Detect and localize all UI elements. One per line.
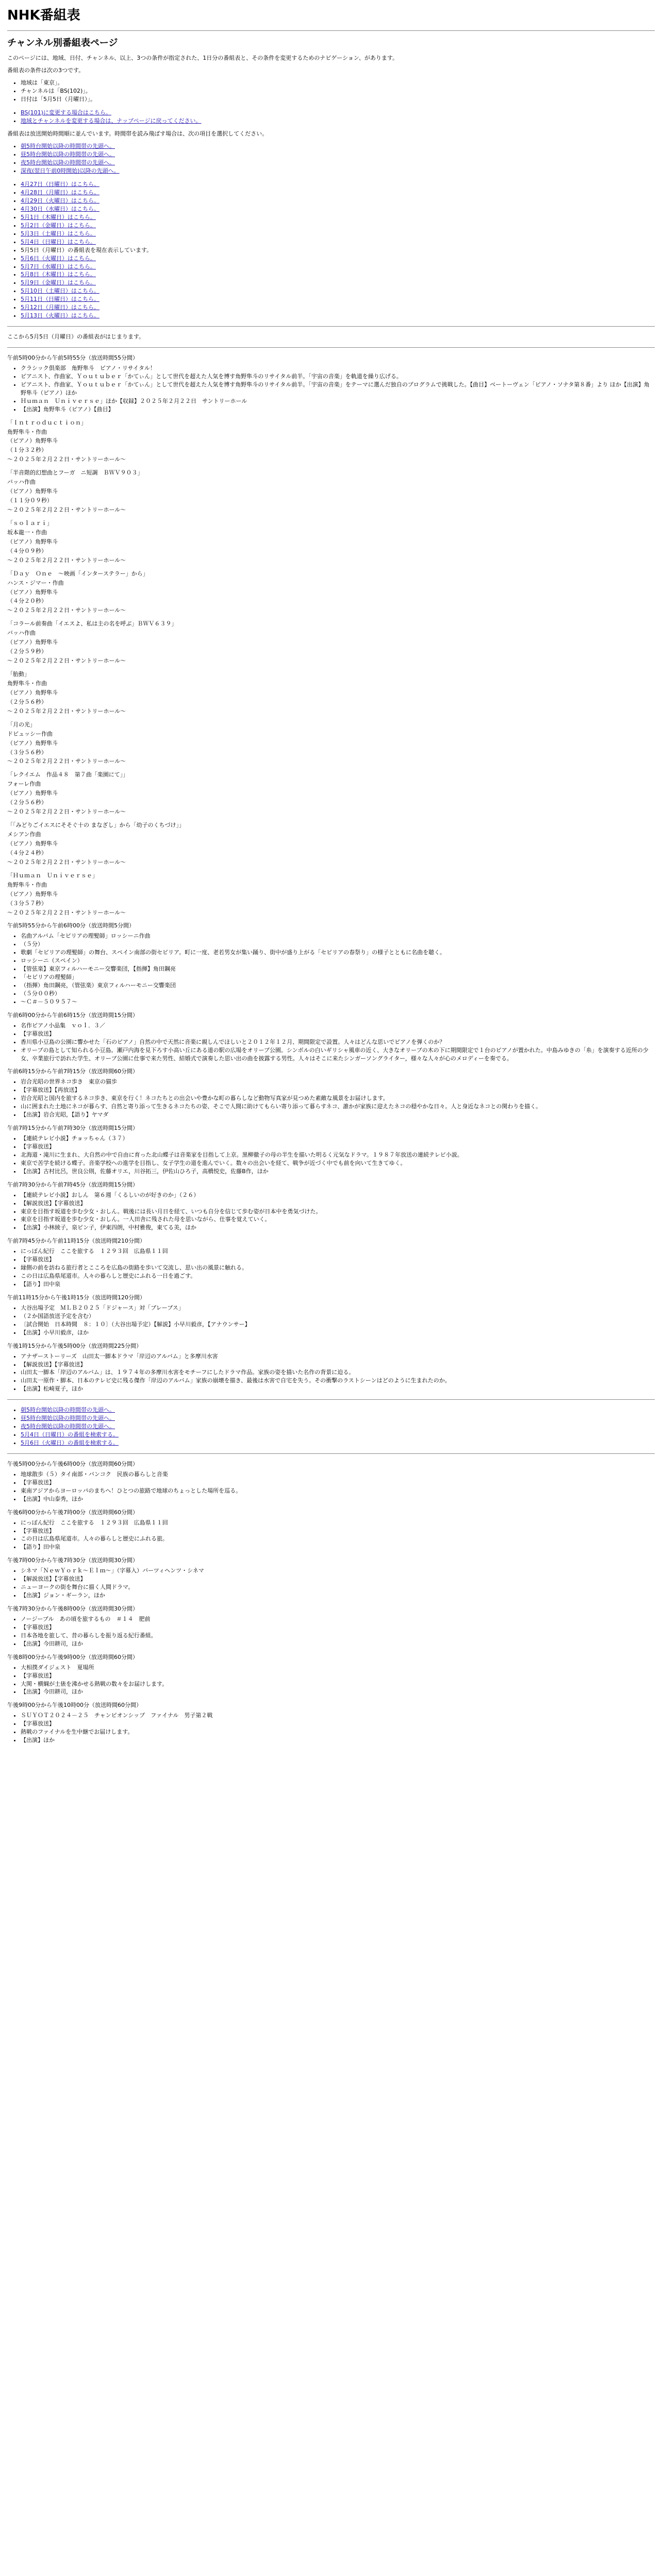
program-detail: • 【語り】田中泉: [21, 1543, 655, 1551]
program-detail: • ピアニスト、作曲家、Ｙｏｕｔｕｂｅｒ「かてぃん」として世代を超えた人気を博す角野隼斗のリサイタル前半。「宇宙の音楽」を軌道を繰り広げる。: [21, 372, 655, 381]
piece-line: （ピアノ）角野隼斗: [7, 689, 58, 696]
program-detail: • 【出演】今田耕司，ほか: [21, 1640, 655, 1648]
program-slot: [7, 1342, 655, 1394]
piece-line: （１分３２秒）: [7, 447, 47, 454]
piece-line: 「Ｉｎｔｒｏｄｕｃｔｉｏｎ」: [7, 419, 87, 426]
program-detail: • シネマ「ＮｅｗＹｏｒｋ～Ｅｌｍ～」（字幕入）バーツィヘンツ・シネマ: [21, 1567, 655, 1575]
piece-line: （２分５６秒）: [7, 698, 47, 705]
program-detail: • ピアニスト、作曲家、Ｙｏｕｔｕｂｅｒ「かてぃん」として世代を超えた人気を博す角野隼斗のリサイタル前半。「宇宙の音楽」をテーマに選んだ独自のプログラムで挑戦した。【曲目】ベートーヴェン「ピアノ・ソナタ第８番」より ほか【出演】角野隼斗（ピアノ）ほか: [21, 381, 655, 397]
program-detail: • 東京を目指す坂道を歩む少女・おしん。戦後には長い月日を経て、いつも自分を信じて歩む姿が日本中を勇気づけた。: [21, 1208, 655, 1216]
date-link[interactable]: 5月4日（日曜日）はこちら。: [21, 238, 96, 245]
program-detail: • （５分００秒）: [21, 990, 655, 998]
listing-intro: ここから5月5日（月曜日）の番組表がはじまります。: [7, 333, 145, 341]
piece-line: （ピアノ）角野隼斗: [7, 538, 58, 545]
program-time: 午後1時15分から午後5時00分（放送時間225分間）: [7, 1342, 142, 1349]
program-slot: [7, 1460, 655, 1503]
program-details: [7, 1567, 655, 1600]
piece-line: （ピアノ）角野隼斗: [7, 840, 58, 847]
piece-line: バッハ作曲: [7, 630, 36, 637]
program-detail: • 【解説放送】【字幕放送】: [21, 1361, 655, 1369]
date-link[interactable]: 5月9日（金曜日）はこちら。: [21, 279, 96, 286]
program-details: [7, 1078, 655, 1119]
program-detail: • 【字幕放送】: [21, 1256, 655, 1264]
program-detail: • 大相撲ダイジェスト 夏場所: [21, 1664, 655, 1672]
program-detail: • 【字幕放送】: [21, 1720, 655, 1728]
program-detail: • 【字幕放送】【再放送】: [21, 1086, 655, 1094]
program-detail: • 【出演】松崎夏子，ほか: [21, 1385, 655, 1393]
piece-line: （１１分０９秒）: [7, 497, 53, 504]
program-details: [7, 364, 655, 414]
program-detail: • 【字幕放送】: [21, 1672, 655, 1680]
time-nav: [7, 142, 655, 175]
divider: [7, 30, 655, 31]
piece-line: ～２０２５年２月２２日・サントリーホール～: [7, 707, 126, 715]
program-detail: • 【出演】ジョン・ギーラン，ほか: [21, 1591, 655, 1600]
piece-line: （ピアノ）角野隼斗: [7, 588, 58, 596]
piece-line: 「半音階的幻想曲とフーガ ニ短調 ＢＷＶ９０３」: [7, 469, 143, 477]
program-detail: • 【解説放送】【字幕放送】: [21, 1199, 655, 1208]
date-link[interactable]: 5月3日（土曜日）はこちら。: [21, 230, 96, 237]
program-slot: [7, 1237, 655, 1289]
piece-line: （ピアノ）角野隼斗: [7, 437, 58, 445]
piece-line: 坂本龍一・作曲: [7, 529, 47, 536]
date-link[interactable]: 5月13日（火曜日）はこちら。: [21, 312, 100, 319]
program-details: [7, 1352, 655, 1394]
program-details: [7, 1191, 655, 1232]
conditions-heading: 番組表の条件は次の3つです。: [7, 66, 85, 74]
date-link[interactable]: 5月1日（木曜日）はこちら。: [21, 213, 96, 221]
program-detail: • オリーブの島として知られる小豆島。瀬戸内海を見下ろす小高い丘にある道の駅の広場をオリーブ公園。シンボルの白いギリシャ風車の近く、大きなオリーブの木の下に期間限定で１台のピアノが置かれた。中島みゆきの「糸」を演奏する近所の少女、卒業旅行で訪れた学生、オリーブ公園に仕事で来た男性、結婚式で演奏した思い出の曲を披露する男性。人々はそこに来たシンガーソングライター，様々な人々が心のメロディーを奏でる。: [21, 1046, 655, 1063]
time-nav-bottom: [7, 1406, 655, 1447]
piece-line: （３分５７秒）: [7, 900, 47, 907]
piece-entry: [7, 419, 655, 464]
piece-line: ～２０２５年２月２２日・サントリーホール～: [7, 456, 126, 463]
program-detail: • 【出演】小林綾子，泉ピン子，伊東四朗，中村雅俊，東てる美，ほか: [21, 1224, 655, 1232]
piece-entry: [7, 519, 655, 565]
date-current: • 5月5日（月曜日）の番組表を現在表示しています。: [21, 246, 655, 255]
date-link[interactable]: 4月27日（日曜日）はこちら。: [21, 181, 100, 188]
program-detail: • 岩合光昭と国内を旅するネコ歩き、東京を行く！ネコたちとの出会いや豊かな町の暮らしなど動物写真家が見つめた素敵な風景をお届けします。: [21, 1094, 655, 1103]
program-slot: [7, 1605, 655, 1648]
program-detail: • 熱戦のファイナルを生中継でお届けします。: [21, 1728, 655, 1736]
program-detail: • 【管弦楽】東京フィルハーモニー交響楽団，【指揮】角田鋼亮: [21, 965, 655, 973]
program-detail: • 歌劇「セビリアの理髪師」の舞台、スペイン南部の街セビリア。町に一度、老若男女が集い踊り、街中が盛り上がる「セビリアの春祭り」の様子とともに名曲を聴く。: [21, 948, 655, 957]
program-details: [7, 1247, 655, 1289]
program-slot: [7, 1556, 655, 1600]
piece-line: ～２０２５年２月２２日・サントリーホール～: [7, 506, 126, 514]
program-detail: • にっぽん紀行 ここを旅する １２９３回 広島県１１回: [21, 1247, 655, 1256]
time-link-midnight[interactable]: 深夜(翌日午前0時開始)以降の先頭へ。: [21, 167, 120, 175]
program-detail: • 【出演】中山泰秀，ほか: [21, 1495, 655, 1503]
program-detail: • 【語り】田中泉: [21, 1280, 655, 1289]
piece-entry: [7, 670, 655, 716]
program-time: 午後5時00分から午後6時00分（放送時間60分間）: [7, 1460, 138, 1467]
program-detail: • 【出演】ほか: [21, 1736, 655, 1744]
program-detail: • 東京を目指す坂道を歩む少女・おしん。一人田舎に残された母を思いながら、仕事を覚えていく。: [21, 1215, 655, 1224]
program-slot: [7, 1181, 655, 1232]
piece-line: （２分５９秒）: [7, 648, 47, 655]
program-detail: • 【出演】古村比呂，世良公則，佐藤オリエ，川谷拓三，伊佐山ひろ子，高橋悦史，佐藤B作，ほか: [21, 1167, 655, 1176]
program-details: [7, 1519, 655, 1552]
program-details: [7, 1664, 655, 1697]
piece-line: 角野隼斗・作曲: [7, 881, 47, 888]
program-detail: • 「セビリアの理髪師」: [21, 973, 655, 981]
program-slot: [7, 354, 655, 917]
date-link[interactable]: 4月30日（水曜日）はこちら。: [21, 205, 100, 212]
piece-entry: [7, 872, 655, 917]
next-day-link[interactable]: 5月6日（火曜日）の番組を検索する。: [21, 1439, 119, 1447]
program-time: 午前7時15分から午前7時30分（放送時間15分間）: [7, 1125, 138, 1132]
program-detail: • 大関・横綱が土俵を沸かせる熱戦の数々をお届けします。: [21, 1680, 655, 1688]
program-detail: • （２か国語放送予定を含む）: [21, 1312, 655, 1320]
condition-item: • 日付は「5月5日（月曜日）」。: [21, 95, 655, 104]
program-detail: • Ｈｕｍａｎ Ｕｎｉｖｅｒｓｅ」ほか【収録】２０２５年２月２２日 サントリーホール: [21, 397, 655, 405]
piece-line: （２分５６秒）: [7, 799, 47, 806]
divider: [7, 326, 655, 327]
piece-line: 「Ｄａｙ Ｏｎｅ ～映画「インターステラー」から」: [7, 570, 148, 577]
date-link[interactable]: 4月28日（月曜日）はこちら。: [21, 189, 100, 196]
piece-line: 「ｓｏｌａｒｉ」: [7, 519, 53, 527]
piece-line: 角野隼斗・作曲: [7, 428, 47, 435]
program-detail: • 岩合光昭の世界ネコ歩き 東京の猫歩: [21, 1078, 655, 1086]
program-detail: • 山に囲まれた土地にネコが暮らす、自然と寄り添って生きるネコたちの姿、そこで人間に助けてもらい寄り添って暮らすネコ、誰かが家族に迎えたネコの穏やかな日々。人と身近なネコとの関わりを描く。: [21, 1103, 655, 1111]
program-slot: [7, 1124, 655, 1176]
date-link[interactable]: 5月6日（火曜日）はこちら。: [21, 255, 96, 262]
program-detail: • 名作ピアノ小品集 ｖｏｌ．３／: [21, 1022, 655, 1030]
piece-line: （３分５６秒）: [7, 749, 47, 756]
program-detail: • 【出演】今田耕司，ほか: [21, 1688, 655, 1696]
piece-line: 「胎動」: [7, 671, 30, 678]
program-details: [7, 932, 655, 1006]
time-link-morning[interactable]: 朝5時台開始以降の時間帯の先頭へ。: [21, 1406, 115, 1414]
time-link-evening[interactable]: 夜5時台開始以降の時間帯の先頭へ。: [21, 159, 115, 166]
date-link[interactable]: 5月12日（月曜日）はこちら。: [21, 304, 100, 311]
piece-line: 「Ｈｕｍａｎ Ｕｎｉｖｅｒｓｅ」: [7, 872, 98, 879]
piece-line: ハンス・ジマー・作曲: [7, 579, 64, 586]
program-time: 午後7時30分から午後8時00分（放送時間30分間）: [7, 1605, 138, 1613]
piece-line: 「「みどりごイエスにそそぐ十の まなざし」から「幼子のくちづけ」」: [7, 822, 185, 829]
time-nav-intro: 番組表は放送開始時間順に並んでいます。時間帯を読み飛ばす場合は、次の項目を選択してください。: [7, 130, 268, 138]
program-detail: • （５分）: [21, 940, 655, 948]
piece-line: （４分０９秒）: [7, 547, 47, 554]
piece-line: （ピアノ）角野隼斗: [7, 739, 58, 747]
piece-line: （４分２０秒）: [7, 598, 47, 605]
date-link[interactable]: 5月8日（木曜日）はこちら。: [21, 271, 96, 278]
program-detail: • 【字幕放送】: [21, 1527, 655, 1535]
program-detail: • ロッシーニ（スペイン）: [21, 957, 655, 965]
piece-line: （ピアノ）角野隼斗: [7, 488, 58, 495]
time-link-evening[interactable]: 夜5時台開始以降の時間帯の先頭へ。: [21, 1423, 115, 1430]
date-nav: [7, 180, 655, 320]
program-detail: • 〔試合開始 日本時間 ８：１０〕（大谷出場予定）【解説】小早川毅彦，【アナウンサー】: [21, 1320, 655, 1329]
program-detail: • ノージーブル あの頃を旅するもの ＃１４ 肥前: [21, 1615, 655, 1623]
page-title: チャンネル別番組表ページ: [7, 37, 118, 48]
time-link-noon[interactable]: 昼5時台開始以降の時間帯の先頭へ。: [21, 151, 115, 158]
piece-line: （ピアノ）角野隼斗: [7, 639, 58, 646]
piece-line: 「レクイエム 作品４８ 第７曲「楽園にて」」: [7, 771, 129, 778]
program-details: [7, 1022, 655, 1063]
piece-line: ～２０２５年２月２２日・サントリーホール～: [7, 657, 126, 665]
piece-line: ドビュッシー作曲: [7, 730, 53, 737]
site-title: NHK番組表: [7, 8, 80, 23]
date-link[interactable]: 5月11日（日曜日）はこちら。: [21, 296, 100, 303]
piece-entry: [7, 469, 655, 514]
program-detail: • ＳＵＹＯＴ２０２４－２５ チャンピオンシップ ファイナル 男子第２戦: [21, 1711, 655, 1720]
condition-item: • 地域は「東京」。: [21, 79, 655, 87]
piece-line: ～２０２５年２月２２日・サントリーホール～: [7, 858, 126, 866]
piece-line: ～２０２５年２月２２日・サントリーホール～: [7, 758, 126, 765]
program-detail: • クラシック倶楽部 角野隼斗 ピアノ・リサイタル！: [21, 364, 655, 372]
program-detail: • 【出演】岩合光昭，【語り】ヤマダ: [21, 1111, 655, 1119]
date-link[interactable]: 5月7日（水曜日）はこちら。: [21, 263, 96, 270]
piece-line: バッハ作曲: [7, 479, 36, 486]
program-detail: • アナザーストーリーズ 山田太一脚本ドラマ「岸辺のアルバム」と多摩川水害: [21, 1352, 655, 1361]
date-link[interactable]: 5月2日（金曜日）はこちら。: [21, 222, 96, 229]
intro-text: このページには、地域、日付、チャンネル、以上、3つの条件が指定された、1日分の番組表と、その条件を変更するためのナビゲーション、があります。: [7, 54, 399, 61]
date-link[interactable]: 4月29日（火曜日）はこちら。: [21, 197, 100, 205]
piece-entry: [7, 721, 655, 766]
program-detail: • 【出演】小早川毅彦，ほか: [21, 1329, 655, 1337]
program-detail: • 地球散歩（５）タイ南部・バンコク 民族の暮らしと音楽: [21, 1470, 655, 1479]
program-slot: [7, 922, 655, 1006]
channel-nav: [7, 109, 655, 125]
program-time: 午前5時55分から午前6時00分（放送時間5分間）: [7, 922, 135, 929]
program-detail: • （指揮）角田鋼亮，（管弦楽）東京フィルハーモニー交響楽団: [21, 981, 655, 990]
piece-line: （４分２４秒）: [7, 849, 47, 856]
program-time: 午前5時00分から午前5時55分（放送時間55分間）: [7, 354, 138, 362]
program-detail: • 【解説放送】【字幕放送】: [21, 1575, 655, 1583]
program-time: 午前11時15分から午後1時15分（放送時間120分間）: [7, 1294, 145, 1301]
program-detail: • 縁側の前を訪ねる旅行者とこころを広島の街路を歩いて交流し、思い出の風景に触れる。: [21, 1264, 655, 1272]
program-time: 午後7時00分から午後7時30分（放送時間30分間）: [7, 1557, 138, 1564]
piece-line: （ピアノ）角野隼斗: [7, 790, 58, 797]
change-channel-link[interactable]: BS(101)に変更する場合はこちら。: [21, 109, 111, 116]
piece-line: フォーレ作曲: [7, 781, 41, 788]
program-detail: • 香川県小豆島の公園に響かせた「石のピアノ」自然の中で天然に音楽に親しんでほしいと２０１２年１２月、期間限定で設置。人々はどんな思いでピアノを弾くのか？: [21, 1038, 655, 1046]
program-slot: [7, 1701, 655, 1744]
time-link-morning[interactable]: 朝5時台開始以降の時間帯の先頭へ。: [21, 143, 115, 150]
program-detail: • ～Ｃ＃－５０９５７～: [21, 998, 655, 1006]
divider: [7, 1399, 655, 1400]
piece-line: ～２０２５年２月２２日・サントリーホール～: [7, 556, 126, 564]
piece-line: ～２０２５年２月２２日・サントリーホール～: [7, 607, 126, 614]
program-detail: • 北海道・滝川に生まれ、大自然の中で自由に育った北山蝶子は音楽家を目指して上京。黒柳徹子の母の半生を描いた明るく元気なドラマ。１９８７年放送の連続テレビ小説。: [21, 1151, 655, 1159]
back-to-top-link[interactable]: 地域とチャンネルを変更する場合は、ナップページに戻ってください。: [21, 117, 202, 124]
program-detail: • 名曲アルバム「セビリアの理髪師」ロッシーニ作曲: [21, 932, 655, 940]
program-detail: • 東京で苦学を続ける蝶子。音楽学校への進学を目指し、女子学生の道を進んでいく。数々の出会いを経て、戦争が近づく中でも前を向いて生きてゆく。: [21, 1159, 655, 1167]
program-time: 午前6時15分から午前7時15分（放送時間60分間）: [7, 1068, 138, 1075]
program-detail: • ニューヨークの街を舞台に描く人間ドラマ。: [21, 1583, 655, 1591]
program-list: [7, 922, 655, 1393]
prev-day-link[interactable]: 5月4日（日曜日）の番組を検索する。: [21, 1431, 119, 1438]
program-details: [7, 1711, 655, 1744]
condition-item: • チャンネルは「BS(102)」。: [21, 87, 655, 95]
program-detail: • この日は広島県尾道市。人々の暮らしと歴史にふれる旅。: [21, 1535, 655, 1543]
divider: [7, 1453, 655, 1454]
program-details: [7, 1470, 655, 1503]
program-detail: • 【連続テレビ小説】おしん 第６週「くるしいのが好きのか」（２６）: [21, 1191, 655, 1199]
program-detail: • 日本各地を旅して、昔の暮らしを振り返る紀行番組。: [21, 1632, 655, 1640]
program-details: [7, 1615, 655, 1648]
piece-line: メシアン作曲: [7, 831, 41, 838]
program-detail: • 【出演】角野隼斗（ピアノ）【曲目】: [21, 405, 655, 414]
piece-entry: [7, 821, 655, 867]
program-list: [7, 1460, 655, 1744]
program-detail: • にっぽん紀行 ここを旅する １２９３回 広島県１１回: [21, 1519, 655, 1527]
piece-entry: [7, 620, 655, 665]
piece-line: 「コラール前奏曲「イエスよ、私は主の名を呼ぶ」ＢＷＶ６３９」: [7, 620, 177, 628]
piece-line: 角野隼斗・作曲: [7, 680, 47, 687]
conditions-list: [7, 79, 655, 104]
program-detail: • 東南アジアからヨーロッパのまちへ！ひとつの旅路で地球のちょっとした場所を巡る。: [21, 1487, 655, 1495]
piece-line: ～２０２５年２月２２日・サントリーホール～: [7, 808, 126, 816]
program-detail: • 山田太一原作・脚本、日本のテレビ史に残る傑作「岸辺のアルバム」家族の崩壊を描き、最後は水害で自宅を失う。その衝撃のラストシーンはどのように生まれたのか。: [21, 1377, 655, 1385]
program-details: [7, 1304, 655, 1337]
program-time: 午後8時00分から午後9時00分（放送時間60分間）: [7, 1653, 138, 1660]
program-detail: • 【字幕放送】: [21, 1479, 655, 1487]
program-time: 午前7時30分から午前7時45分（放送時間15分間）: [7, 1181, 138, 1188]
piece-entry: [7, 570, 655, 615]
piece-line: ～２０２５年２月２２日・サントリーホール～: [7, 909, 126, 916]
program-detail: • 【字幕放送】: [21, 1030, 655, 1038]
program-time: 午前7時45分から午前11時15分（放送時間210分間）: [7, 1238, 145, 1245]
program-detail: • 大谷出場予定 ＭＬＢ２０２５「ドジャース」対「ブレーブス」: [21, 1304, 655, 1312]
program-slot: [7, 1067, 655, 1119]
program-detail: • 【字幕放送】: [21, 1623, 655, 1632]
program-detail: • 山田太一脚本「岸辺のアルバム」は、１９７４年の多摩川水害をモチーフにしたドラマ作品。家族の姿を描いた名作の背景に迫る。: [21, 1368, 655, 1377]
piece-line: 「月の光」: [7, 721, 36, 728]
piece-line: （ピアノ）角野隼斗: [7, 890, 58, 897]
divider: [7, 347, 655, 348]
program-slot: [7, 1294, 655, 1337]
time-link-noon[interactable]: 昼5時台開始以降の時間帯の先頭へ。: [21, 1415, 115, 1422]
program-detail: • 【字幕放送】: [21, 1143, 655, 1151]
program-slot: [7, 1509, 655, 1552]
program-details: [7, 1134, 655, 1176]
program-detail: • この日は広島県尾道市。人々の暮らしと歴史にふれる一日を過ごす。: [21, 1272, 655, 1280]
program-time: 午前6時00分から午前6時15分（放送時間15分間）: [7, 1011, 138, 1019]
piece-list: [7, 419, 655, 917]
program-slot: [7, 1653, 655, 1697]
piece-entry: [7, 771, 655, 816]
program-time: 午後6時00分から午後7時00分（放送時間60分間）: [7, 1509, 138, 1516]
date-link[interactable]: 5月10日（土曜日）はこちら。: [21, 287, 100, 295]
program-slot: [7, 1011, 655, 1063]
program-time: 午後9時00分から午後10時00分（放送時間60分間）: [7, 1702, 142, 1709]
program-detail: • 【連続テレビ小説】チョッちゃん（３７）: [21, 1134, 655, 1143]
